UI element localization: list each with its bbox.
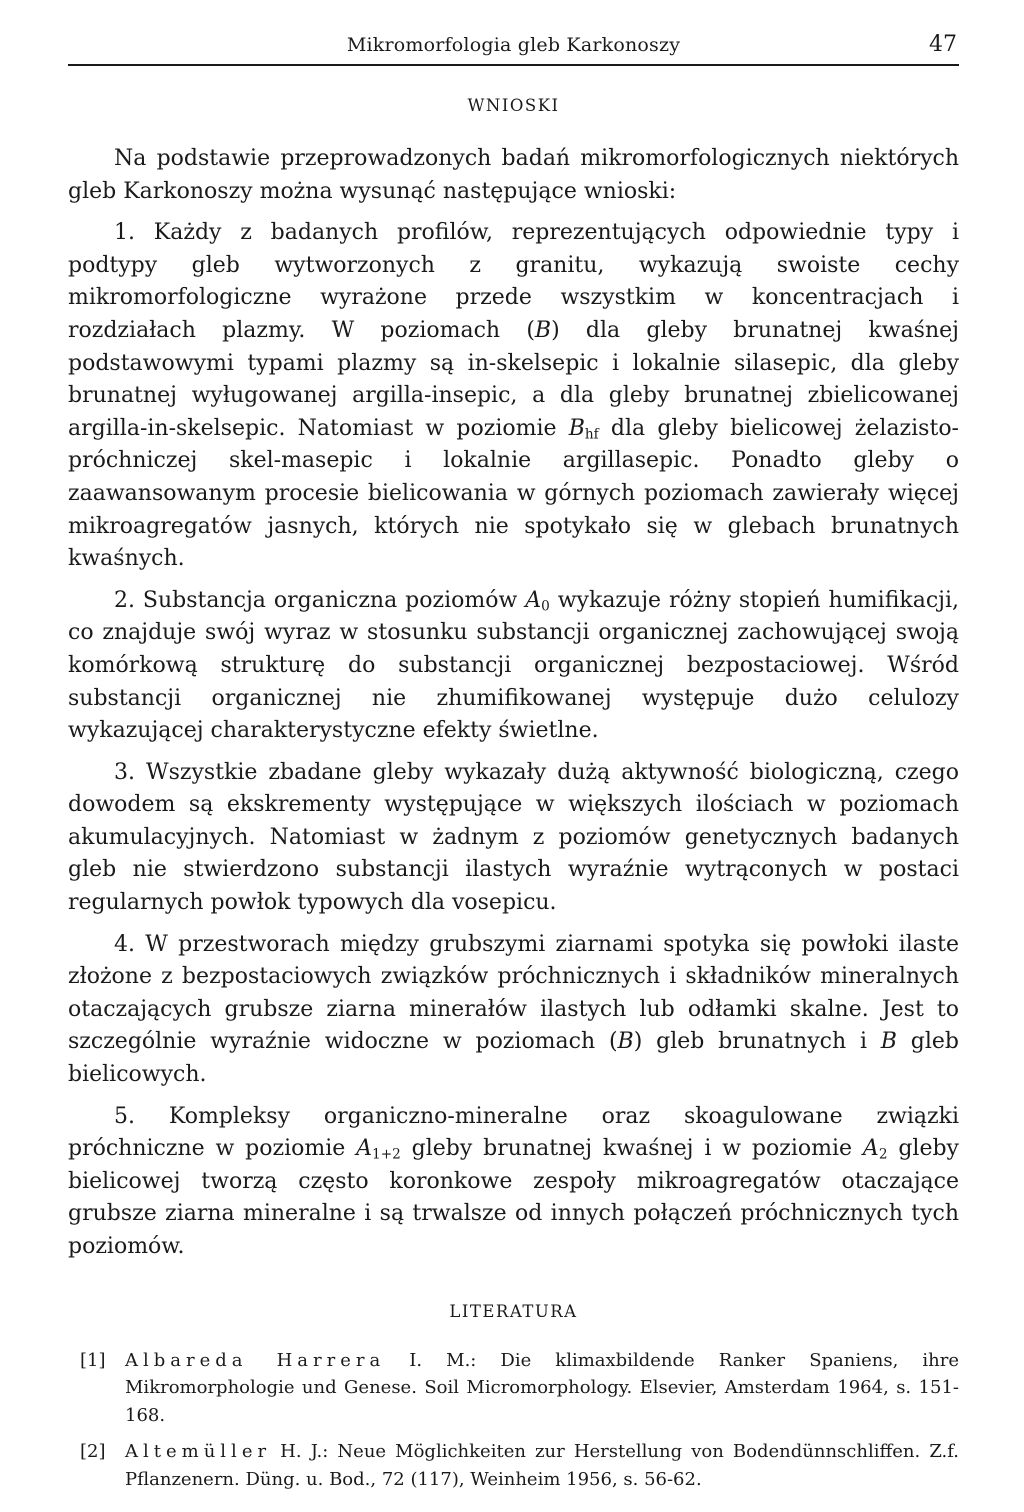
text-run: gleb bielicowych. <box>68 1029 960 1088</box>
text-run: ) dla gleby brunatnej kwaśnej podstawowymi typami plazmy są in-skelsepic i lokalnie silasepic, dla gleby brunatnej wyługowanej argilla-insepic, a dla gleby brunatnej zbielicowanej argilla-in-skelsepic. Natomiast w poziomie <box>68 317 959 441</box>
horizon-subscript: 2 <box>878 1146 888 1163</box>
intro-text: Na podstawie przeprowadzonych badań mikromorfologicznych niektórych gleb Karkonoszy można wysunąć następujące wnioski: <box>68 146 959 204</box>
reference-number: [2] <box>80 1441 106 1463</box>
text-run: 2. Substancja organiczna poziomów <box>114 587 526 613</box>
horizon-subscript: 0 <box>541 598 550 615</box>
text-run: 1. Każdy z badanych profilów, reprezentujących odpowiednie typy i podtypy gleb wytworzonych z granitu, wykazują swoiste cechy mikromorfologiczne wyrażone przede wszystkim w koncentracjach i rozdziałach plazmy. W poziomach ( <box>68 220 959 343</box>
horizon-symbol: A <box>525 587 542 613</box>
conclusions-heading: WNIOSKI <box>467 96 560 115</box>
horizon-symbol: B <box>534 317 552 343</box>
horizon-symbol: A <box>356 1136 373 1162</box>
text-run: ) gleb brunatnych i <box>633 1029 881 1055</box>
running-header <box>68 30 959 66</box>
conclusion-4 <box>68 929 959 1092</box>
horizon-symbol: B <box>880 1029 897 1055</box>
text-run: gleby brunatnej kwaśnej i w poziomie <box>400 1136 863 1162</box>
reference-author: Albareda Harrera <box>125 1349 386 1371</box>
horizon-subscript: 1+2 <box>372 1146 401 1163</box>
page-number: 47 <box>929 32 957 57</box>
text-run: 3. Wszystkie zbadane gleby wykazały dużą aktywność biologiczną, czego dowodem są ekskrementy występujące w większych ilościach w poziomach akumulacyjnych. Natomiast w żadnym z poziomów genetycznych badanych gleb nie stwierdzono substancji ilastych wyraźnie wytrąconych w postaci regularnych powłok typowych dla vosepicu. <box>68 759 959 916</box>
intro-paragraph <box>68 143 959 208</box>
text-run: gleby bielicowej tworzą często koronkowe zespoły mikroagregatów otaczające grubsze ziarna mineralne i są trwalsze od innych połączeń próchnicznych tych poziomów. <box>68 1136 959 1259</box>
horizon-symbol: A <box>862 1136 879 1162</box>
running-title: Mikromorfologia gleb Karkonoszy <box>346 34 681 56</box>
page <box>68 30 959 1502</box>
horizon-subscript: hf <box>584 426 599 443</box>
horizon-symbol: B <box>568 415 585 441</box>
conclusion-5 <box>68 1101 959 1264</box>
reference-details: H. J.: Neue Möglichkeiten zur Herstellung von Bodendünnschliffen. Z.f. Pflanzenern. Düng. u. Bod., 72 (117), Weinheim 1956, s. 56-62. <box>125 1441 959 1490</box>
reference-list <box>68 1347 959 1494</box>
conclusions-body <box>68 143 959 1264</box>
reference-details: I. M.: Die klimaxbildende Ranker Spaniens, ihre Mikromorphologie und Genese. Soil Micromorphology. Elsevier, Amsterdam 1964, s. 151-168. <box>125 1349 959 1426</box>
horizon-symbol: B <box>617 1029 634 1055</box>
text-run: 4. W przestworach między grubszymi ziarnami spotyka się powłoki ilaste złożone z bezpostaciowych związków próchnicznych i składników mineralnych otaczających grubsze ziarna minerałów ilastych lub odłamki skalne. Jest to szczególnie wyraźnie widoczne w poziomach ( <box>68 931 959 1055</box>
reference-item <box>68 1347 959 1430</box>
reference-item <box>68 1438 959 1493</box>
text-run: dla gleby bielicowej żelazisto-próchniczej skel-masepic i lokalnie argillasepic. Ponadto gleby o zaawansowanym procesie bielicowania w górnych poziomach zawierały więcej mikroagregatów jasnych, których nie spotykało się w glebach brunatnych kwaśnych. <box>68 415 959 572</box>
conclusion-1 <box>68 217 959 576</box>
text-run: 5. Kompleksy organiczno-mineralne oraz skoagulowane związki próchniczne w poziomie <box>68 1103 959 1162</box>
text-run: wykazuje różny stopień humifikacji, co znajduje swój wyraz w stosunku substancji organicznej zachowującej swoją komórkową strukturę do substancji organicznej bezpostaciowej. Wśród substancji organicznej nie zhumifikowanej występuje dużo celulozy wykazującej charakterystyczne efekty świetlne. <box>68 587 959 744</box>
reference-number: [1] <box>80 1349 106 1371</box>
conclusion-2 <box>68 585 959 748</box>
reference-author: Altemüller <box>125 1441 272 1463</box>
conclusion-3 <box>68 757 959 920</box>
literature-heading: LITERATURA <box>449 1301 578 1321</box>
